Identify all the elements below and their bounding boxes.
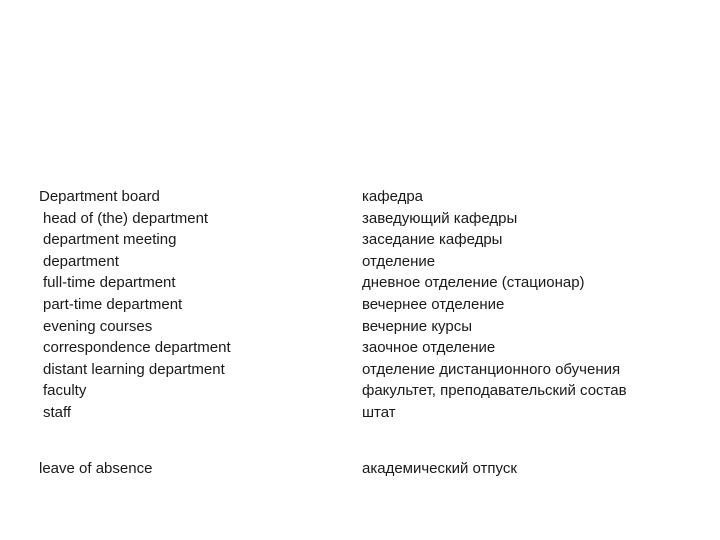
russian-term: вечернее отделение: [362, 295, 505, 313]
russian-terms-column: [362, 186, 627, 424]
russian-term: дневное отделение (стационар): [362, 274, 585, 292]
russian-term: факультет, преподавательский состав: [362, 382, 627, 400]
russian-term: заведующий кафедры: [362, 209, 518, 227]
russian-term: заседание кафедры: [362, 231, 503, 249]
russian-term: кафедра: [362, 188, 424, 205]
russian-term-leave-of-absence: академический отпуск: [362, 460, 517, 477]
english-term: evening courses: [43, 317, 153, 335]
english-term: Department board: [39, 188, 160, 205]
russian-term: штат: [362, 403, 396, 421]
english-term: full-time department: [43, 274, 176, 292]
english-term: part-time department: [43, 295, 183, 313]
english-term: faculty: [43, 382, 87, 400]
russian-term: отделение дистанционного обучения: [362, 360, 621, 378]
english-term: staff: [43, 403, 72, 421]
english-term: distant learning department: [43, 360, 225, 378]
english-term-leave-of-absence: leave of absence: [39, 460, 153, 477]
russian-term: вечерние курсы: [362, 317, 473, 335]
russian-term: отделение: [362, 252, 436, 270]
english-term: department meeting: [43, 231, 177, 249]
english-term: department: [43, 252, 119, 270]
english-term: head of (the) department: [43, 209, 209, 227]
russian-term: заочное отделение: [362, 339, 496, 357]
english-terms-column: [39, 186, 231, 424]
english-term: correspondence department: [43, 339, 231, 357]
